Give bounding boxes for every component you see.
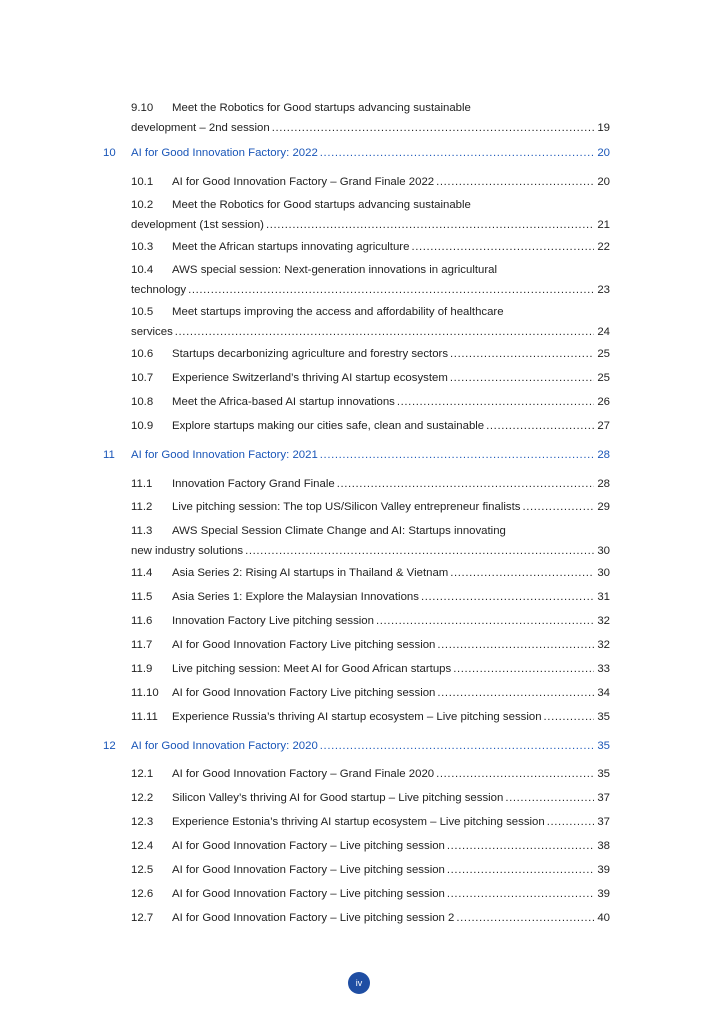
toc-dot-leader: [376, 614, 594, 628]
toc-entry-line: [103, 146, 610, 160]
toc-dot-leader: [547, 815, 594, 829]
toc-entry-line: [131, 887, 610, 901]
toc-entry-number: 11.1: [131, 478, 153, 490]
toc-section-entry[interactable]: [131, 101, 610, 135]
toc-entry-number: 9.10: [131, 102, 154, 114]
toc-entry-line: [131, 477, 610, 491]
toc-entry-title: Startups decarbonizing agriculture and forestry sectors: [172, 348, 449, 360]
toc-section-entry[interactable]: [131, 815, 610, 829]
toc-entry-first-line: [131, 198, 610, 212]
toc-entry-page: 23: [597, 284, 610, 296]
toc-entry-number: 10.8: [131, 396, 154, 408]
toc-entry-first-line: [131, 305, 610, 319]
toc-entry-second-line: [131, 544, 610, 558]
toc-entry-number: 11.9: [131, 663, 153, 675]
toc-entry-title: AI for Good Innovation Factory: 2021: [131, 449, 318, 461]
toc-entry-title: AI for Good Innovation Factory Live pitching session: [172, 687, 436, 699]
toc-entry-line: [131, 347, 610, 361]
toc-section-entry[interactable]: [131, 839, 610, 853]
toc-entry-page: 35: [597, 711, 610, 723]
toc-entry-page: 33: [597, 663, 610, 675]
toc-entry-line: [131, 614, 610, 628]
toc-entry-page: 22: [597, 241, 610, 253]
toc-entry-number: 10.9: [131, 420, 154, 432]
toc-dot-leader: [272, 121, 594, 135]
toc-entry-number: 11: [103, 449, 115, 461]
toc-entry-line: [131, 566, 610, 580]
toc-entry-page: 28: [597, 478, 610, 490]
toc-entry-line: [131, 662, 610, 676]
toc-entry-title: new industry solutions: [131, 545, 244, 557]
toc-section-entry[interactable]: [131, 477, 610, 491]
page-number-badge: iv: [348, 972, 370, 994]
toc-entry-title: Innovation Factory Live pitching session: [172, 615, 374, 627]
toc-dot-leader: [175, 325, 594, 339]
toc-entry-title: AI for Good Innovation Factory – Live pitching session: [172, 840, 445, 852]
toc-section-entry[interactable]: [131, 887, 610, 901]
toc-chapter-entry[interactable]: [103, 448, 610, 462]
toc-dot-leader: [437, 638, 594, 652]
toc-entry-line: [131, 710, 610, 724]
toc-entry-number: 12.4: [131, 840, 154, 852]
toc-dot-leader: [437, 686, 594, 700]
toc-section-entry[interactable]: [131, 419, 610, 433]
toc-entry-line: [131, 863, 610, 877]
toc-entry-title: AI for Good Innovation Factory: 2022: [131, 147, 318, 159]
toc-entry-number: 12.3: [131, 816, 154, 828]
toc-entry-line: [131, 815, 610, 829]
toc-section-entry[interactable]: [131, 305, 610, 339]
toc-entry-page: 39: [597, 888, 610, 900]
toc-entry-title: Silicon Valley’s thriving AI for Good startup – Live pitching session: [172, 792, 504, 804]
toc-section-entry[interactable]: [131, 395, 610, 409]
toc-entry-number: 12.6: [131, 888, 154, 900]
toc-entry-page: 35: [597, 740, 610, 752]
toc-entry-number: 10.2: [131, 199, 154, 211]
toc-dot-leader: [188, 283, 594, 297]
toc-entry-page: 20: [597, 176, 610, 188]
toc-entry-line: [131, 500, 610, 514]
toc-entry-title: AI for Good Innovation Factory – Grand Finale 2022: [172, 176, 435, 188]
toc-dot-leader: [320, 739, 594, 753]
toc-entry-page: 34: [597, 687, 610, 699]
toc-entry-page: 35: [597, 768, 610, 780]
toc-entry-line: [103, 739, 610, 753]
toc-section-entry[interactable]: [131, 710, 610, 724]
toc-entry-number: 12.1: [131, 768, 154, 780]
toc-dot-leader: [320, 448, 594, 462]
toc-entry-title: Asia Series 2: Rising AI startups in Thailand & Vietnam: [172, 567, 449, 579]
toc-section-entry[interactable]: [131, 911, 610, 925]
toc-entry-page: 38: [597, 840, 610, 852]
toc-dot-leader: [450, 566, 594, 580]
toc-entry-number: 12.5: [131, 864, 154, 876]
toc-entry-page: 29: [597, 501, 610, 513]
toc-entry-title: development – 2nd session: [131, 122, 270, 134]
toc-entry-number: 10.3: [131, 241, 154, 253]
toc-section-entry[interactable]: [131, 791, 610, 805]
toc-section-entry[interactable]: [131, 198, 610, 232]
toc-entry-title: technology: [131, 284, 187, 296]
toc-section-entry[interactable]: [131, 524, 610, 558]
toc-entry-page: 37: [597, 792, 610, 804]
toc-entry-page: 24: [597, 326, 610, 338]
toc-dot-leader: [421, 590, 594, 604]
toc-entry-line: [131, 419, 610, 433]
toc-entry-title-start: Meet startups improving the access and affordability of healthcare: [172, 306, 504, 318]
toc-entry-title: Explore startups making our cities safe, clean and sustainable: [172, 420, 485, 432]
toc-dot-leader: [486, 419, 594, 433]
toc-entry-title-start: AWS Special Session Climate Change and AI: Startups innovating: [172, 525, 506, 537]
toc-entry-page: 40: [597, 912, 610, 924]
toc-entry-page: 27: [597, 420, 610, 432]
toc-section-entry[interactable]: [131, 863, 610, 877]
toc-entry-title-start: Meet the Robotics for Good startups advancing sustainable: [172, 102, 471, 114]
toc-entry-number: 11.5: [131, 591, 153, 603]
toc-entry-title: development (1st session): [131, 219, 264, 231]
toc-entry-page: 21: [597, 219, 610, 231]
toc-dot-leader: [505, 791, 594, 805]
toc-entry-number: 10.7: [131, 372, 154, 384]
toc-entry-title-start: Meet the Robotics for Good startups advancing sustainable: [172, 199, 471, 211]
toc-entry-title: Meet the Africa-based AI startup innovations: [172, 396, 395, 408]
toc-entry-title: Experience Russia’s thriving AI startup ecosystem – Live pitching session: [172, 711, 542, 723]
toc-entry-line: [131, 911, 610, 925]
toc-entry-page: 28: [597, 449, 610, 461]
toc-entry-page: 32: [597, 615, 610, 627]
toc-entry-line: [131, 590, 610, 604]
toc-entry-line: [131, 371, 610, 385]
toc-section-entry[interactable]: [131, 371, 610, 385]
toc-dot-leader: [447, 839, 594, 853]
toc-chapter-entry[interactable]: [103, 146, 610, 160]
toc-entry-line: [131, 839, 610, 853]
toc-entry-number: 11.7: [131, 639, 153, 651]
toc-entry-number: 11.10: [131, 687, 159, 699]
toc-dot-leader: [397, 395, 594, 409]
toc-entry-title: AI for Good Innovation Factory – Live pitching session 2: [172, 912, 455, 924]
toc-entry-line: [131, 638, 610, 652]
toc-dot-leader: [450, 371, 594, 385]
toc-entry-page: 19: [597, 122, 610, 134]
toc-entry-first-line: [131, 263, 610, 277]
toc-section-entry[interactable]: [131, 566, 610, 580]
toc-entry-title: Asia Series 1: Explore the Malaysian Innovations: [172, 591, 419, 603]
toc-entry-line: [131, 175, 610, 189]
toc-dot-leader: [447, 887, 594, 901]
toc-entry-number: 11.11: [131, 711, 158, 723]
toc-entry-title: Live pitching session: The top US/Silicon Valley entrepreneur finalists: [172, 501, 521, 513]
toc-chapter-entry[interactable]: [103, 739, 610, 753]
toc-entry-number: 11.2: [131, 501, 153, 513]
toc-section-entry[interactable]: [131, 590, 610, 604]
toc-section-entry[interactable]: [131, 175, 610, 189]
toc-section-entry[interactable]: [131, 614, 610, 628]
toc-entry-line: [131, 686, 610, 700]
toc-dot-leader: [337, 477, 594, 491]
toc-section-entry[interactable]: [131, 638, 610, 652]
toc-dot-leader: [447, 863, 594, 877]
toc-entry-page: 31: [597, 591, 610, 603]
toc-entry-title: AI for Good Innovation Factory – Live pitching session: [172, 888, 445, 900]
toc-entry-page: 30: [597, 545, 610, 557]
toc-entry-title: Experience Switzerland’s thriving AI startup ecosystem: [172, 372, 448, 384]
toc-entry-number: 10.6: [131, 348, 154, 360]
toc-section-entry[interactable]: [131, 263, 610, 297]
toc-entry-number: 12.2: [131, 792, 154, 804]
toc-entry-title: AI for Good Innovation Factory – Live pitching session: [172, 864, 445, 876]
toc-entry-second-line: [131, 283, 610, 297]
toc-entry-title: Live pitching session: Meet AI for Good African startups: [172, 663, 452, 675]
toc-entry-line: [131, 395, 610, 409]
toc-entry-page: 26: [597, 396, 610, 408]
toc-entry-page: 25: [597, 348, 610, 360]
toc-section-entry[interactable]: [131, 240, 610, 254]
toc-entry-number: 11.3: [131, 525, 153, 537]
toc-entry-title-start: AWS special session: Next-generation innovations in agricultural: [172, 264, 498, 276]
toc-entry-title: AI for Good Innovation Factory – Grand Finale 2020: [172, 768, 435, 780]
toc-entry-line: [103, 448, 610, 462]
toc-entry-number: 10.5: [131, 306, 154, 318]
toc-dot-leader: [453, 662, 594, 676]
toc-entry-page: 37: [597, 816, 610, 828]
toc-entry-first-line: [131, 101, 610, 115]
toc-dot-leader: [320, 146, 594, 160]
toc-entry-number: 11.4: [131, 567, 153, 579]
toc-entry-title: AI for Good Innovation Factory: 2020: [131, 740, 318, 752]
toc-entry-second-line: [131, 218, 610, 232]
toc-entry-second-line: [131, 121, 610, 135]
toc-entry-number: 11.6: [131, 615, 153, 627]
toc-entry-title: AI for Good Innovation Factory Live pitching session: [172, 639, 436, 651]
toc-entry-page: 20: [597, 147, 610, 159]
toc-entry-number: 10.1: [131, 176, 154, 188]
toc-entry-line: [131, 240, 610, 254]
toc-section-entry[interactable]: [131, 662, 610, 676]
toc-dot-leader: [450, 347, 594, 361]
toc-entry-page: 32: [597, 639, 610, 651]
toc-entry-first-line: [131, 524, 610, 538]
toc-entry-line: [131, 767, 610, 781]
toc-entry-line: [131, 791, 610, 805]
toc-dot-leader: [436, 175, 594, 189]
toc-dot-leader: [436, 767, 594, 781]
toc-section-entry[interactable]: [131, 767, 610, 781]
toc-dot-leader: [456, 911, 594, 925]
toc-entry-title: Meet the African startups innovating agriculture: [172, 241, 410, 253]
toc-entry-title: services: [131, 326, 173, 338]
toc-section-entry[interactable]: [131, 500, 610, 514]
toc-entry-page: 25: [597, 372, 610, 384]
toc-entry-page: 39: [597, 864, 610, 876]
toc-dot-leader: [522, 500, 594, 514]
toc-section-entry[interactable]: [131, 347, 610, 361]
toc-dot-leader: [266, 218, 594, 232]
toc-dot-leader: [245, 544, 594, 558]
toc-entry-second-line: [131, 325, 610, 339]
toc-entry-title: Innovation Factory Grand Finale: [172, 478, 335, 490]
toc-entry-number: 10: [103, 147, 116, 159]
toc-entry-number: 12.7: [131, 912, 154, 924]
toc-entry-number: 12: [103, 740, 116, 752]
toc-dot-leader: [411, 240, 594, 254]
toc-entry-page: 30: [597, 567, 610, 579]
toc-dot-leader: [544, 710, 594, 724]
toc-entry-title: Experience Estonia’s thriving AI startup ecosystem – Live pitching session: [172, 816, 545, 828]
toc-entry-number: 10.4: [131, 264, 154, 276]
toc-section-entry[interactable]: [131, 686, 610, 700]
